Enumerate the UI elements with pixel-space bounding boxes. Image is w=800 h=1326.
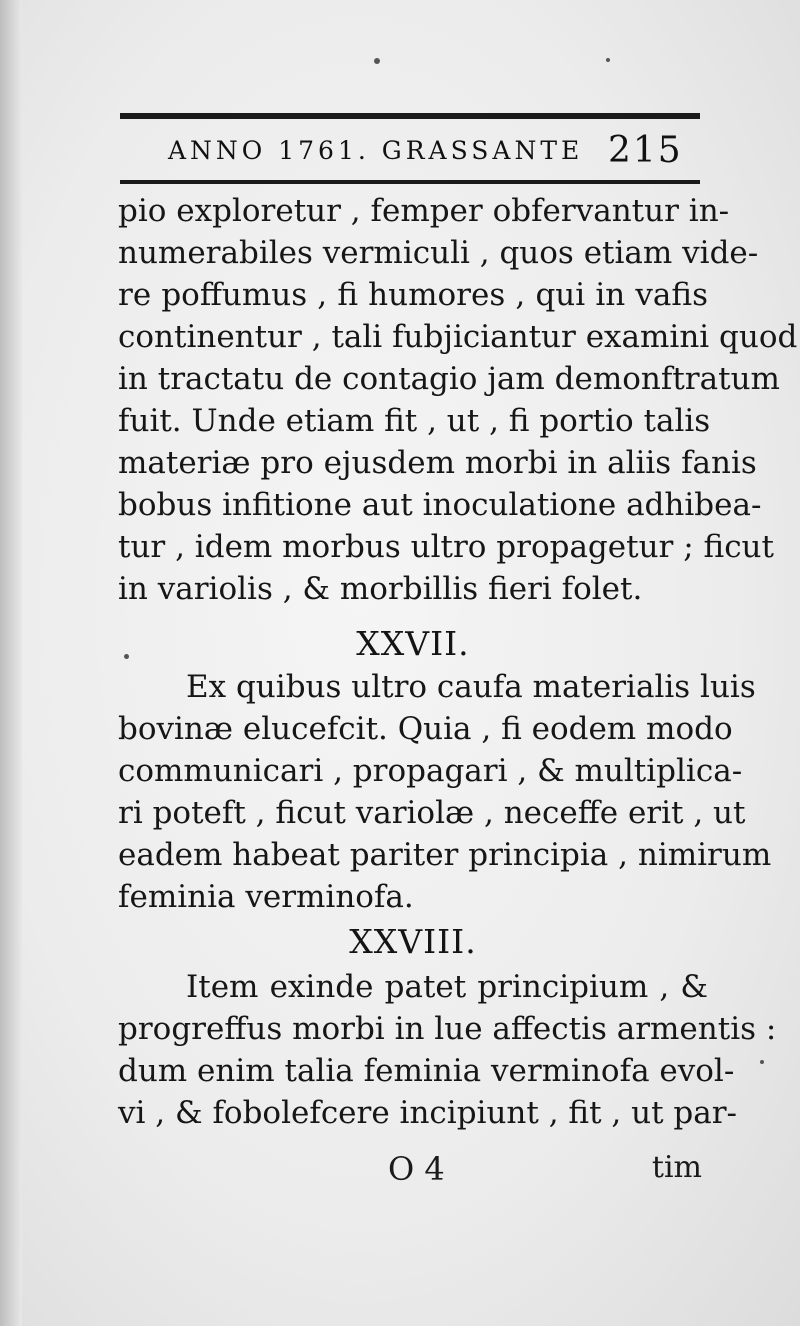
text-line: in variolis , & morbillis fieri folet. [118,571,643,607]
text-line: fuit. Unde etiam fit , ut , fi portio talis [118,403,711,439]
text-line: Ex quibus ultro caufa materialis luis [186,669,756,705]
paper-speck [606,58,610,62]
page-footer [118,1150,708,1190]
text-line: materiæ pro ejusdem morbi in aliis fanis [118,445,757,481]
text-line: continentur , tali fubjiciantur examini quod [118,319,798,355]
paper-speck [374,58,380,64]
text-line: pio exploretur , femper obfervantur in- [118,193,730,229]
text-line: ri poteft , ficut variolæ , neceffe erit , ut [118,795,746,831]
page-gutter-edge [0,0,22,1326]
section-xxvii-paragraph [118,666,772,918]
paper-speck [124,654,129,659]
section-heading-xxvii: XXVII. [356,624,470,663]
text-line: bobus infitione aut inoculatione adhibea- [118,487,762,523]
text-line: vi , & fobolefcere incipiunt , fit , ut par- [118,1095,738,1131]
text-line: bovinæ elucefcit. Quia , fi eodem modo [118,711,733,747]
text-line: Item exinde patet principium , & [186,969,708,1005]
text-line: dum enim talia feminia verminofa evol- [118,1053,735,1089]
header-rule-top [120,113,700,119]
text-line: numerabiles vermiculi , quos etiam vide- [118,235,759,271]
text-line: re poffumus , fi humores , qui in vafis [118,277,708,313]
text-line: communicari , propagari , & multiplica- [118,753,743,789]
section-heading-xxviii: XXVIII. [349,922,477,961]
text-line: feminia verminofa. [118,879,414,915]
page-number: 215 [608,130,683,171]
text-line: in tractatu de contagio jam demonftratum [118,361,780,397]
text-line: progreffus morbi in lue affectis armentis : [118,1011,777,1047]
running-title: ANNO 1761. GRASSANTE [168,136,584,165]
running-header [168,128,688,176]
text-line: tur , idem morbus ultro propagetur ; ficut [118,529,774,565]
signature-mark: O 4 [388,1150,445,1188]
text-line: eadem habeat pariter principia , nimirum [118,837,772,873]
paragraph-continued [118,190,798,610]
section-xxviii-paragraph [118,966,777,1134]
paper-speck [760,1060,764,1064]
header-rule-bottom [120,180,700,184]
catchword: tim [651,1150,702,1185]
